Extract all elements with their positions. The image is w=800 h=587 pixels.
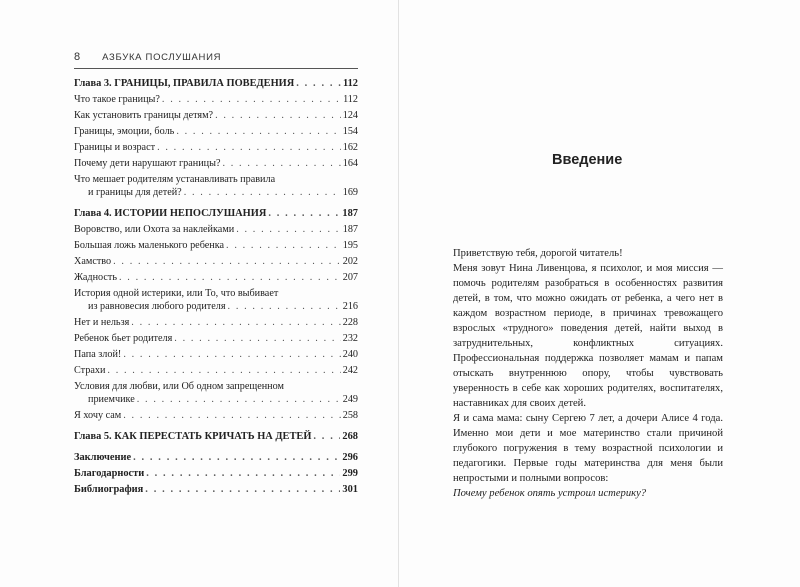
toc-entry-title-cont: приемчике — [88, 394, 135, 405]
toc-entry — [74, 255, 358, 268]
toc-chapter — [74, 483, 358, 496]
toc-entry-title: Жадность — [74, 272, 117, 283]
body-text — [453, 246, 723, 501]
toc-entry — [74, 93, 358, 106]
toc-page-number: 249 — [342, 394, 358, 405]
toc-page-number: 169 — [342, 187, 358, 198]
toc-entry-title: История одной истерики, или То, что выбивает — [74, 288, 279, 299]
toc-leader — [162, 93, 341, 106]
toc-entry-title: Почему дети нарушают границы? — [74, 158, 221, 169]
toc-entry — [74, 141, 358, 154]
toc-entry-title: Я хочу сам — [74, 410, 122, 421]
toc-leader — [131, 316, 340, 329]
toc-entry — [74, 239, 358, 252]
toc-entry-title: Заключение — [74, 452, 132, 463]
toc-leader — [157, 141, 341, 154]
toc-page-number: 268 — [342, 431, 358, 442]
toc-entry-title: Нет и нельзя — [74, 317, 130, 328]
toc-leader — [296, 77, 341, 90]
toc-entry — [74, 287, 358, 313]
toc-leader — [174, 332, 340, 345]
toc-entry-title: Условия для любви, или Об одном запрещенном — [74, 381, 284, 392]
paragraph-question: Почему ребенок опять устроил истерику? — [453, 488, 647, 499]
running-head — [74, 51, 221, 63]
toc-entry — [74, 271, 358, 284]
toc-leader — [137, 393, 341, 406]
toc-entry — [74, 316, 358, 329]
toc-entry — [74, 364, 358, 377]
toc-entry-title: Большая ложь маленького ребенка — [74, 240, 225, 251]
toc-leader — [145, 483, 340, 496]
toc-entry-title: Страхи — [74, 365, 106, 376]
toc-leader — [123, 348, 340, 361]
toc-entry-title: Границы и возраст — [74, 142, 156, 153]
header-rule — [74, 68, 358, 69]
toc-entry-title: Воровство, или Охота за наклейками — [74, 224, 235, 235]
chapter-title: Введение — [552, 152, 623, 168]
toc-chapter — [74, 207, 358, 220]
toc-leader — [313, 430, 340, 443]
toc-leader — [228, 300, 341, 313]
toc-entry — [74, 223, 358, 236]
toc-entry — [74, 109, 358, 122]
toc-entry-title: Папа злой! — [74, 349, 122, 360]
toc-chapter — [74, 451, 358, 464]
toc-page-number: 207 — [342, 272, 358, 283]
toc-page-number: 240 — [342, 349, 358, 360]
toc-leader — [107, 364, 340, 377]
toc-chapter — [74, 467, 358, 480]
toc-chapter — [74, 430, 358, 443]
toc-page-number: 112 — [342, 78, 358, 89]
toc-page-number: 232 — [342, 333, 358, 344]
toc-page-number: 124 — [342, 110, 358, 121]
toc-leader — [123, 409, 340, 422]
toc-entry-title: Границы, эмоции, боль — [74, 126, 175, 137]
toc-leader — [268, 207, 340, 220]
toc-page-number: 228 — [342, 317, 358, 328]
toc-entry-title: Глава 5. КАК ПЕРЕСТАТЬ КРИЧАТЬ НА ДЕТЕЙ — [74, 431, 312, 442]
toc-leader — [226, 239, 341, 252]
toc-entry-title: Ребенок бьет родителя — [74, 333, 173, 344]
toc-leader — [184, 186, 341, 199]
toc-entry-title: Глава 3. ГРАНИЦЫ, ПРАВИЛА ПОВЕДЕНИЯ — [74, 78, 295, 89]
toc-entry — [74, 173, 358, 199]
paragraph: Я и сама мама: сыну Сергею 7 лет, а дочери Алисе 4 года. Именно мои дети и мое материнство стали причиной глубокого погружения в тему возрастной психологии и педагогики. Первые годы материнства для меня были непростыми и полными вопросов: — [453, 413, 723, 484]
toc-chapter — [74, 77, 358, 90]
toc-entry — [74, 157, 358, 170]
toc-entry-title: Благодарности — [74, 468, 145, 479]
toc-page-number: 164 — [342, 158, 358, 169]
toc-entry-title: Хамство — [74, 256, 112, 267]
toc-leader — [222, 157, 340, 170]
toc-page-number: 187 — [342, 208, 358, 219]
table-of-contents — [74, 77, 358, 499]
toc-leader — [146, 467, 340, 480]
toc-page-number: 296 — [342, 452, 358, 463]
toc-entry — [74, 380, 358, 406]
toc-page-number: 195 — [342, 240, 358, 251]
toc-page-number: 154 — [342, 126, 358, 137]
left-page — [0, 0, 399, 587]
toc-page-number: 187 — [342, 224, 358, 235]
toc-entry — [74, 332, 358, 345]
running-head-title: АЗБУКА ПОСЛУШАНИЯ — [102, 52, 222, 63]
toc-entry-title: Что такое границы? — [74, 94, 160, 105]
page-number: 8 — [74, 51, 81, 63]
paragraph: Приветствую тебя, дорогой читатель! — [453, 248, 623, 259]
toc-page-number: 112 — [343, 94, 358, 105]
toc-page-number: 258 — [342, 410, 358, 421]
toc-entry-title: Библиография — [74, 484, 144, 495]
toc-page-number: 216 — [342, 301, 358, 312]
toc-page-number: 162 — [342, 142, 358, 153]
toc-leader — [176, 125, 340, 138]
paragraph: Меня зовут Нина Ливенцова, я психолог, и моя миссия — помочь родителям разобраться в особенностях развития детей, в том, что можно ожидать от ребенка, а чего нет в каждом возрастном периоде, в причинах тревожащего взрослых «трудного» поведения детей, найти выход в затруднительных, конфликтных ситуациях. Профессиональная поддержка позволяет мамам и папам отыскать внутреннюю опору, чтобы чувствовать уверенность в себе как хороших родителях, воспитателях, наставниках для своих детей. — [453, 263, 723, 409]
toc-entry-title-cont: из равновесия любого родителя — [88, 301, 226, 312]
toc-page-number: 242 — [342, 365, 358, 376]
toc-entry-title: Что мешает родителям устанавливать правила — [74, 174, 276, 185]
toc-entry-title-cont: и границы для детей? — [88, 187, 182, 198]
toc-page-number: 299 — [342, 468, 358, 479]
toc-leader — [113, 255, 341, 268]
toc-entry-title: Как установить границы детям? — [74, 110, 214, 121]
toc-leader — [215, 109, 341, 122]
toc-leader — [133, 451, 340, 464]
toc-entry — [74, 409, 358, 422]
toc-entry — [74, 348, 358, 361]
toc-entry-title: Глава 4. ИСТОРИИ НЕПОСЛУШАНИЯ — [74, 208, 267, 219]
toc-page-number: 301 — [342, 484, 358, 495]
toc-leader — [119, 271, 341, 284]
toc-entry — [74, 125, 358, 138]
toc-leader — [236, 223, 341, 236]
toc-page-number: 202 — [342, 256, 358, 267]
